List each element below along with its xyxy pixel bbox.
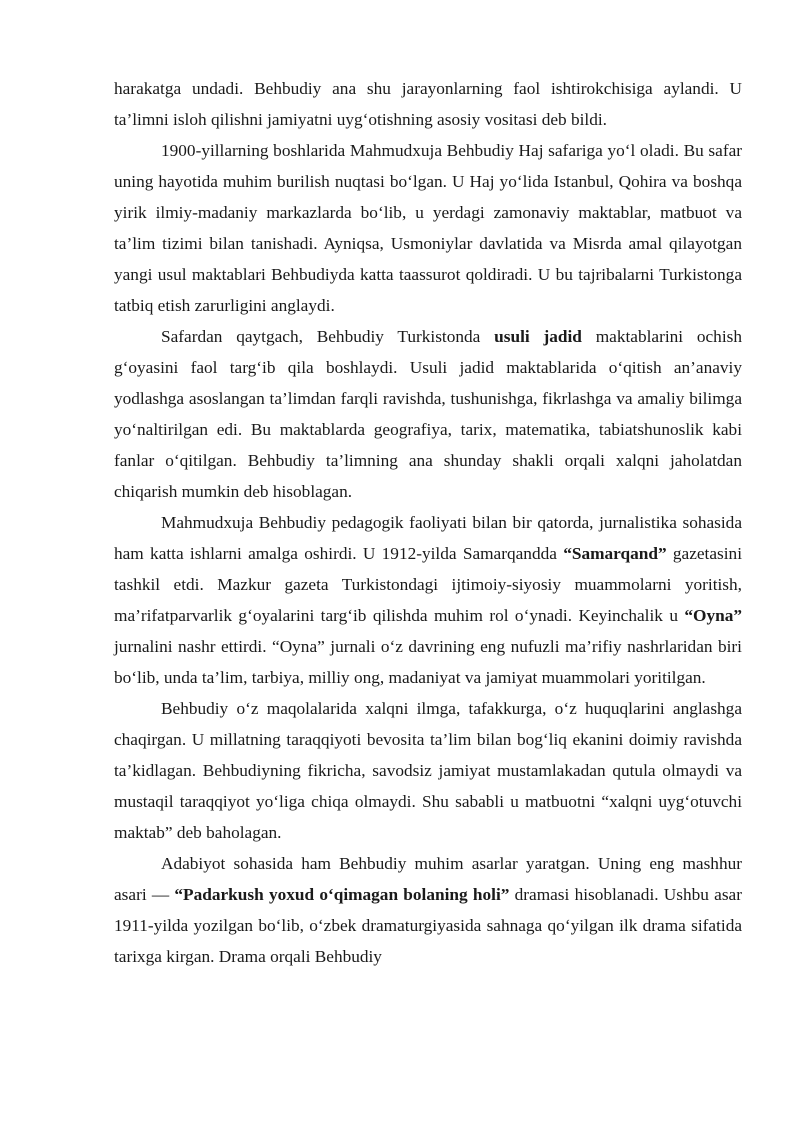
title-padarkush-drama: “Padarkush yoxud o‘qimagan bolaning holi” bbox=[174, 885, 510, 904]
paragraph-4-text-end: jurnalini nashr ettirdi. “Oyna” jurnali o‘z davrining eng nufuzli ma’rifiy nashrlaridan biri bo‘lib, unda ta’lim, tarbiya, milliy ong, madaniyat va jamiyat muammolari yoritilgan. bbox=[114, 637, 742, 687]
paragraph-3-text-cont: maktablarini ochish g‘oyasini faol targ‘ib qila boshlaydi. Usuli jadid maktablarida o‘qitish an’anaviy yodlashga asoslangan ta’limdan farqli ravishda, tushunishga, fikrlashga va amaliy bilimga yo‘naltirilgan edi. Bu maktablarda geografiya, tarix, matematika, tabiatshunoslik kabi fanlar o‘qitilgan. Behbudiy ta’limning ana shunday shakli orqali xalqni jaholatdan chiqarish mumkin deb hisoblagan. bbox=[114, 327, 742, 501]
paragraph-2 bbox=[114, 135, 742, 321]
paragraph-3 bbox=[114, 321, 742, 507]
paragraph-6 bbox=[114, 848, 742, 972]
title-samarqand-gazette: “Samarqand” bbox=[563, 544, 667, 563]
document-page bbox=[114, 73, 742, 972]
title-oyna-journal: “Oyna” bbox=[684, 606, 742, 625]
paragraph-1 bbox=[114, 73, 742, 135]
paragraph-5 bbox=[114, 693, 742, 848]
paragraph-2-text: 1900-yillarning boshlarida Mahmudxuja Behbudiy Haj safariga yo‘l oladi. Bu safar uning hayotida muhim burilish nuqtasi bo‘lgan. U Haj yo‘lida Istanbul, Qohira va boshqa yirik ilmiy-madaniy markazlarda bo‘lib, u yerdagi zamonaviy maktablar, matbuot va ta’lim tizimi bilan tanishadi. Ayniqsa, Usmoniylar davlatida va Misrda amal qilayotgan yangi usul maktablari Behbudiyda katta taassurot qoldiradi. U bu tajribalarni Turkistonga tatbiq etish zarurligini anglaydi. bbox=[114, 141, 742, 315]
term-usuli-jadid: usuli jadid bbox=[494, 327, 582, 346]
paragraph-4-text-cont: gazetasini tashkil etdi. Mazkur gazeta Turkistondagi ijtimoiy-siyosiy muammolarni yoritish, ma’rifatparvarlik g‘oyalarini targ‘ib qilishda muhim rol o‘ynadi. Keyinchalik u bbox=[114, 544, 743, 625]
paragraph-1-text: harakatga undadi. Behbudiy ana shu jarayonlarning faol ishtirokchisiga aylandi. U ta’limni isloh qilishni jamiyatni uyg‘otishning asosiy vositasi deb bildi. bbox=[114, 79, 742, 129]
paragraph-4 bbox=[114, 507, 742, 693]
paragraph-6-text: Adabiyot sohasida ham Behbudiy muhim asarlar yaratgan. Uning eng mashhur asari — bbox=[114, 854, 742, 904]
paragraph-5-text: Behbudiy o‘z maqolalarida xalqni ilmga, tafakkurga, o‘z huquqlarini anglashga chaqirgan. U millatning taraqqiyoti bevosita ta’lim bilan bog‘liq ekanini doimiy ravishda ta’kidlagan. Behbudiyning fikricha, savodsiz jamiyat mustamlakadan qutula olmaydi va mustaqil taraqqiyot yo‘liga chiqa olmaydi. Shu sababli u matbuotni “xalqni uyg‘otuvchi maktab” deb baholagan. bbox=[114, 699, 742, 842]
paragraph-6-text-cont: dramasi hisoblanadi. Ushbu asar 1911-yilda yozilgan bo‘lib, o‘zbek dramaturgiyasida sahnaga qo‘yilgan ilk drama sifatida tarixga kirgan. Drama orqali Behbudiy bbox=[114, 885, 742, 966]
paragraph-3-text: Safardan qaytgach, Behbudiy Turkistonda bbox=[161, 327, 495, 346]
paragraph-4-text: Mahmudxuja Behbudiy pedagogik faoliyati bilan bir qatorda, jurnalistika sohasida ham katta ishlarni amalga oshirdi. U 1912-yilda Samarqandda bbox=[114, 513, 742, 563]
